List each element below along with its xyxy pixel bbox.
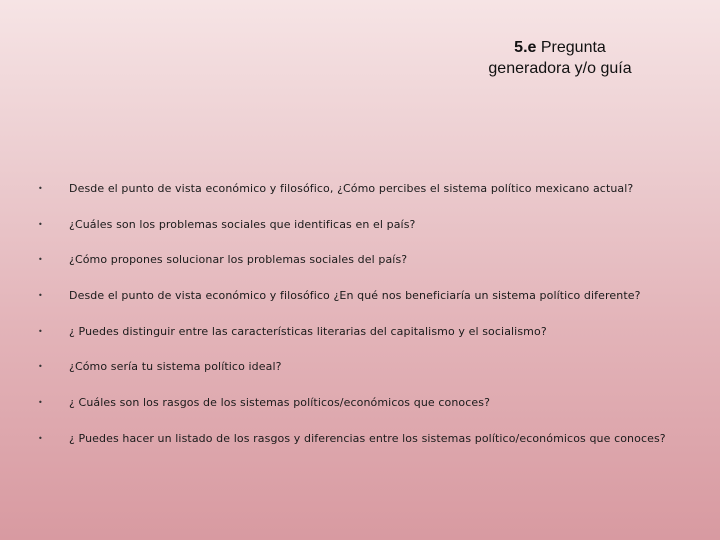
bullet-icon: • [38, 326, 43, 336]
bullet-icon: • [38, 184, 43, 193]
title-number: 5.e [514, 39, 537, 56]
bullet-icon: • [38, 398, 43, 408]
question-text: Desde el punto de vista económico y filosófico ¿En qué nos beneficiaría un sistema político diferente? [69, 289, 641, 303]
slide-title [430, 37, 690, 79]
bullet-icon: • [38, 255, 43, 265]
list-item [38, 287, 698, 323]
title-word: Pregunta [540, 39, 606, 56]
list-item [38, 358, 698, 394]
list-item [38, 180, 698, 216]
question-text: ¿ Puedes hacer un listado de los rasgos y diferencias entre los sistemas político/económicos que conoces? [69, 431, 666, 445]
question-text: ¿Cómo propones solucionar los problemas sociales del país? [69, 253, 408, 267]
question-text: ¿Cuáles son los problemas sociales que identificas en el país? [69, 217, 416, 231]
bullet-icon: • [38, 362, 43, 372]
bullet-icon: • [38, 291, 43, 301]
list-item [38, 216, 698, 252]
list-item [38, 394, 698, 430]
title-line-2: generadora y/o guía [488, 60, 632, 77]
list-item [38, 251, 698, 287]
list-item [38, 323, 698, 359]
question-text: ¿ Cuáles son los rasgos de los sistemas políticos/económicos que conoces? [69, 396, 491, 410]
question-text: ¿Cómo sería tu sistema político ideal? [69, 360, 282, 374]
question-text: ¿ Puedes distinguir entre las características literarias del capitalismo y el socialismo? [69, 324, 547, 338]
question-text: Desde el punto de vista económico y filosófico, ¿Cómo percibes el sistema político mexicano actual? [69, 182, 634, 195]
title-line-1 [430, 37, 690, 58]
bullet-icon: • [38, 219, 43, 229]
list-item [38, 430, 698, 466]
bullet-icon: • [38, 433, 43, 443]
question-list [38, 180, 698, 466]
